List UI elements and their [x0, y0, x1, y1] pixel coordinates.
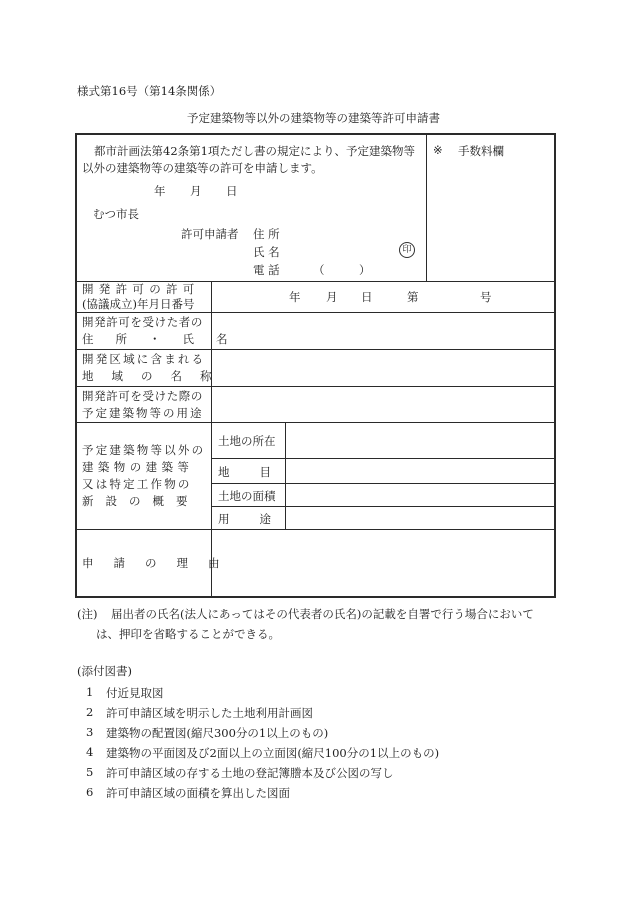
seal-mark: 印 — [399, 242, 415, 258]
overview-label-2: 建築物の建築等 — [82, 460, 194, 474]
attachment-item: 許可申請区域の存する土地の登記簿謄本及び公図の写し — [106, 766, 394, 780]
permit-number-suffix: 号 — [480, 290, 492, 304]
overview-label-4: 新設の概要 — [82, 494, 200, 508]
phone-label: 電 話 — [253, 263, 280, 277]
use-label-2: 予定建築物等の用途 — [82, 406, 204, 420]
attachment-item: 付近見取図 — [106, 686, 164, 700]
recipient-label-2: 住所・氏名 — [82, 332, 250, 346]
usage-label: 用途 — [218, 512, 301, 526]
land-category-label: 地目 — [218, 465, 301, 479]
recipient-label-1: 開発許可を受けた者の — [82, 315, 203, 329]
note-line1: 届出者の氏名(法人にあってはその代表者の氏名)の記載を自署で行う場合において — [111, 607, 534, 621]
note-prefix: (注) — [77, 607, 98, 621]
permit-date-label-2: (協議成立)年月日番号 — [82, 297, 195, 311]
application-text-line1: 都市計画法第42条第1項ただし書の規定により、予定建築物等 — [94, 144, 415, 158]
application-text-line2: 以外の建築物等の建築等の許可を申請します。 — [82, 161, 323, 175]
form-number: 様式第16号（第14条関係） — [77, 84, 222, 98]
attachment-item: 建築物の配置図(縮尺300分の1以上のもの) — [106, 726, 329, 740]
overview-label-1: 予定建築物等以外の — [82, 443, 206, 457]
applicant-label: 許可申請者 — [181, 227, 239, 241]
form-title: 予定建築物等以外の建築物等の建築等許可申請書 — [187, 111, 440, 125]
permit-number-prefix: 第 — [407, 290, 419, 304]
area-label-1: 開発区域に含まれる — [82, 352, 206, 366]
land-location-label: 土地の所在 — [218, 434, 276, 448]
overview-label-3: 又は特定工作物の — [82, 477, 192, 491]
date-day: 日 — [226, 184, 238, 198]
attachment-item: 許可申請区域を明示した土地利用計画図 — [106, 706, 313, 720]
date-year: 年 — [154, 184, 166, 198]
address-label: 住 所 — [253, 227, 280, 241]
permit-day: 日 — [361, 290, 373, 304]
phone-parens: （ ） — [313, 263, 371, 277]
attachment-number: 5 — [86, 765, 94, 779]
note-line2: は、押印を省略することができる。 — [96, 627, 280, 641]
name-label: 氏 名 — [253, 245, 280, 259]
land-area-label: 土地の面積 — [218, 489, 276, 503]
area-label-2: 地域の名称 — [82, 369, 230, 383]
fee-mark: ※ — [433, 143, 443, 157]
attachment-number: 1 — [86, 685, 94, 699]
attachment-item: 建築物の平面図及び2面以上の立面図(縮尺100分の1以上のもの) — [106, 746, 440, 760]
addressee: むつ市長 — [93, 207, 139, 221]
date-month: 月 — [190, 184, 202, 198]
attachment-item: 許可申請区域の面積を算出した図面 — [106, 786, 290, 800]
reason-label: 申請の理由 — [82, 556, 240, 570]
attachment-number: 3 — [86, 725, 94, 739]
fee-label: 手数料欄 — [458, 144, 504, 158]
attachment-number: 2 — [86, 705, 94, 719]
attachment-number: 4 — [86, 745, 94, 759]
permit-year: 年 — [289, 290, 301, 304]
attachment-number: 6 — [86, 785, 94, 799]
use-label-1: 開発許可を受けた際の — [82, 389, 203, 403]
permit-month: 月 — [326, 290, 338, 304]
attachments-heading: (添付図書) — [77, 664, 132, 678]
permit-date-label-1: 開発許可の許可 — [82, 282, 200, 296]
